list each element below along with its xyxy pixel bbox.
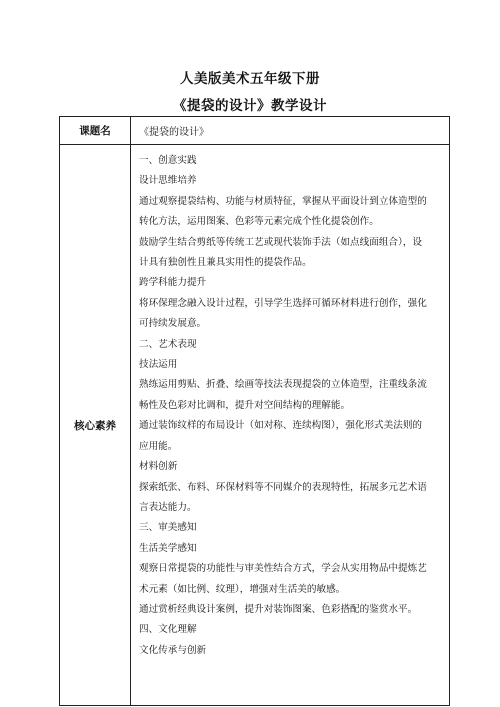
core-literacy-line: 可持续发展意。 bbox=[139, 318, 207, 330]
core-literacy-line: 通过装饰纹样的布局设计（如对称、连续构图），强化形式美法则的 bbox=[139, 420, 423, 432]
core-literacy-line: 应用能。 bbox=[139, 440, 178, 452]
core-literacy-line: 鼓励学生结合剪纸等传统工艺或现代装饰手法（如点线面组合），设 bbox=[139, 236, 423, 248]
core-literacy-line: 跨学科能力提升 bbox=[139, 277, 207, 289]
core-literacy-line: 畅性及色彩对比调和，提升对空间结构的理解能。 bbox=[139, 399, 351, 411]
document-title: 《提袋的设计》教学设计 bbox=[173, 98, 327, 114]
core-literacy-label: 核心素养 bbox=[60, 145, 131, 706]
core-literacy-line: 三、审美感知 bbox=[139, 522, 197, 534]
core-literacy-line: 将环保理念融入设计过程，引导学生选择可循环材料进行创作，强化 bbox=[139, 297, 427, 309]
core-literacy-line: 通过观察提袋结构、功能与材质特征，掌握从平面设计到立体造型的 bbox=[139, 195, 427, 207]
core-literacy-line: 技法运用 bbox=[139, 359, 178, 371]
core-literacy-line: 熟练运用剪贴、折叠、绘画等技法表现提袋的立体造型，注重线条流 bbox=[139, 379, 427, 391]
document-subtitle: 人美版美术五年级下册 bbox=[180, 71, 320, 87]
table-row-course bbox=[60, 117, 450, 145]
core-literacy-line: 一、创意实践 bbox=[139, 155, 197, 166]
core-literacy-line: 生活美学感知 bbox=[139, 542, 197, 554]
core-literacy-line: 观察日常提袋的功能性与审美性结合方式，学会从实用物品中提炼艺 bbox=[139, 563, 427, 575]
core-literacy-line: 设计思维培养 bbox=[139, 175, 197, 187]
core-literacy-line: 计具有独创性且兼具实用性的提袋作品。 bbox=[139, 257, 312, 269]
core-literacy-line: 二、艺术表现 bbox=[139, 338, 197, 350]
core-literacy-content bbox=[131, 145, 450, 706]
table-row-core-literacy bbox=[60, 145, 450, 706]
core-literacy-line: 材料创新 bbox=[139, 461, 178, 473]
course-name-value: 《提袋的设计》 bbox=[131, 117, 450, 145]
lesson-plan-table bbox=[59, 116, 450, 706]
core-literacy-line: 文化传承与创新 bbox=[139, 644, 207, 656]
core-literacy-line: 言表达能力。 bbox=[139, 501, 197, 513]
core-literacy-line: 四、文化理解 bbox=[139, 624, 197, 636]
course-name-label: 课题名 bbox=[60, 117, 131, 145]
core-literacy-line: 术元素（如比例、纹理），增强对生活美的敏感。 bbox=[139, 583, 346, 595]
core-literacy-line: 转化方法，运用图案、色彩等元素完成个性化提袋创作。 bbox=[139, 216, 379, 228]
core-literacy-line: 探索纸张、布料、环保材料等不同媒介的表现特性，拓展多元艺术语 bbox=[139, 481, 427, 493]
core-literacy-lines bbox=[131, 145, 449, 661]
core-literacy-line: 通过赏析经典设计案例，提升对装饰图案、色彩搭配的鉴赏水平。 bbox=[139, 603, 418, 615]
